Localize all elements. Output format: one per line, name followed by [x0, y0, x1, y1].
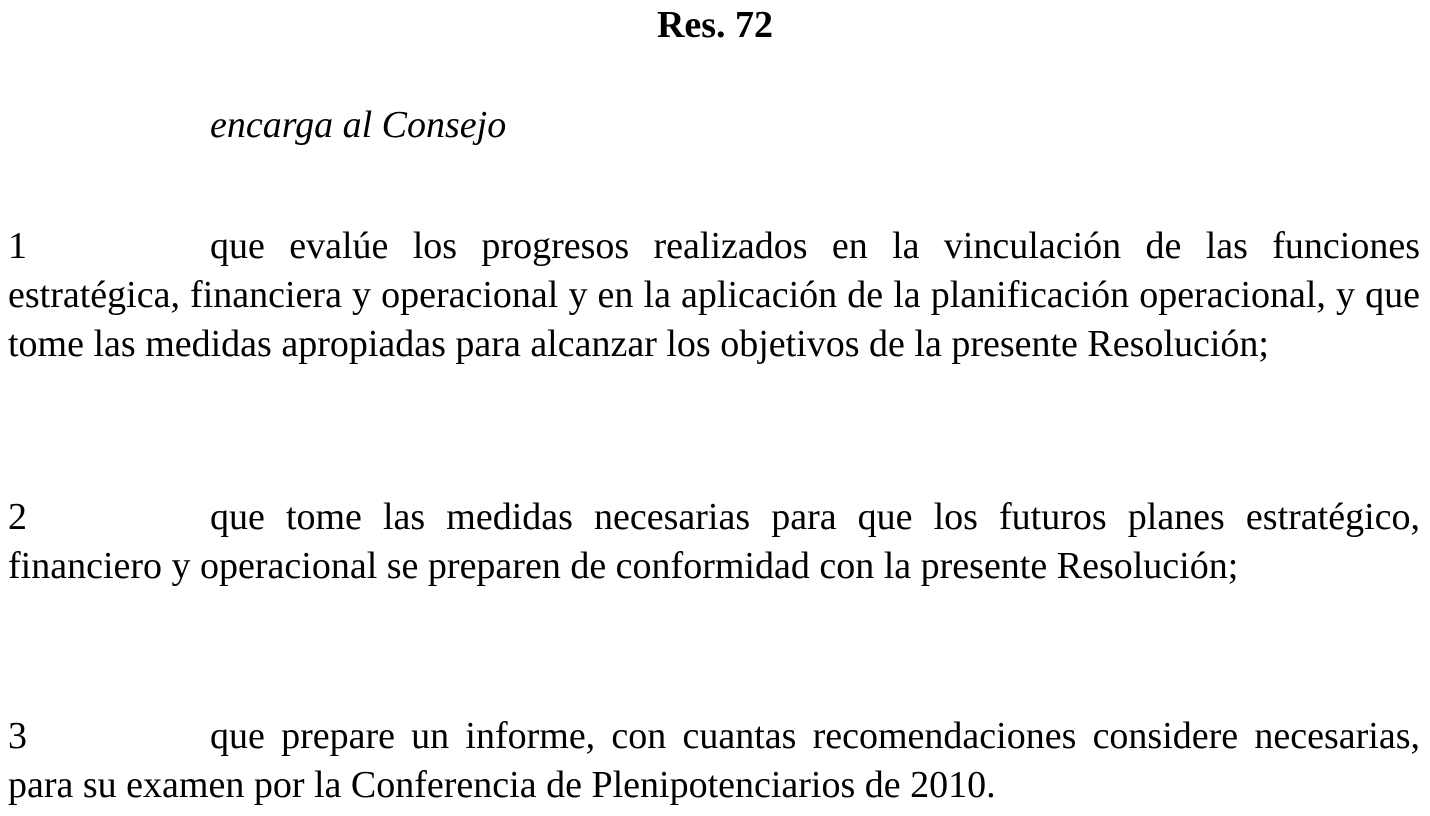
paragraph-2	[8, 493, 1420, 591]
paragraph-text: que tome las medidas necesarias para que los futuros planes estratégico, financiero y operacional se preparen de conformidad con la presente Resolución;	[8, 496, 1420, 587]
paragraph-text: que evalúe los progresos realizados en la vinculación de las funciones estratégica, financiera y operacional y en la aplicación de la planificación operacional, y que tome las medidas apropiadas para alcanzar los objetivos de la presente Resolución;	[8, 225, 1420, 365]
paragraph-number: 2	[8, 496, 27, 538]
resolution-header: Res. 72	[656, 4, 774, 46]
paragraph-text: que prepare un informe, con cuantas recomendaciones considere necesarias, para su examen por la Conferencia de Plenipotenciarios de 2010.	[8, 715, 1420, 806]
paragraph-number: 3	[8, 715, 27, 757]
intro-clause: encarga al Consejo	[210, 104, 507, 146]
paragraph-3	[8, 712, 1420, 810]
paragraph-number: 1	[8, 225, 27, 267]
paragraph-1	[8, 222, 1420, 369]
